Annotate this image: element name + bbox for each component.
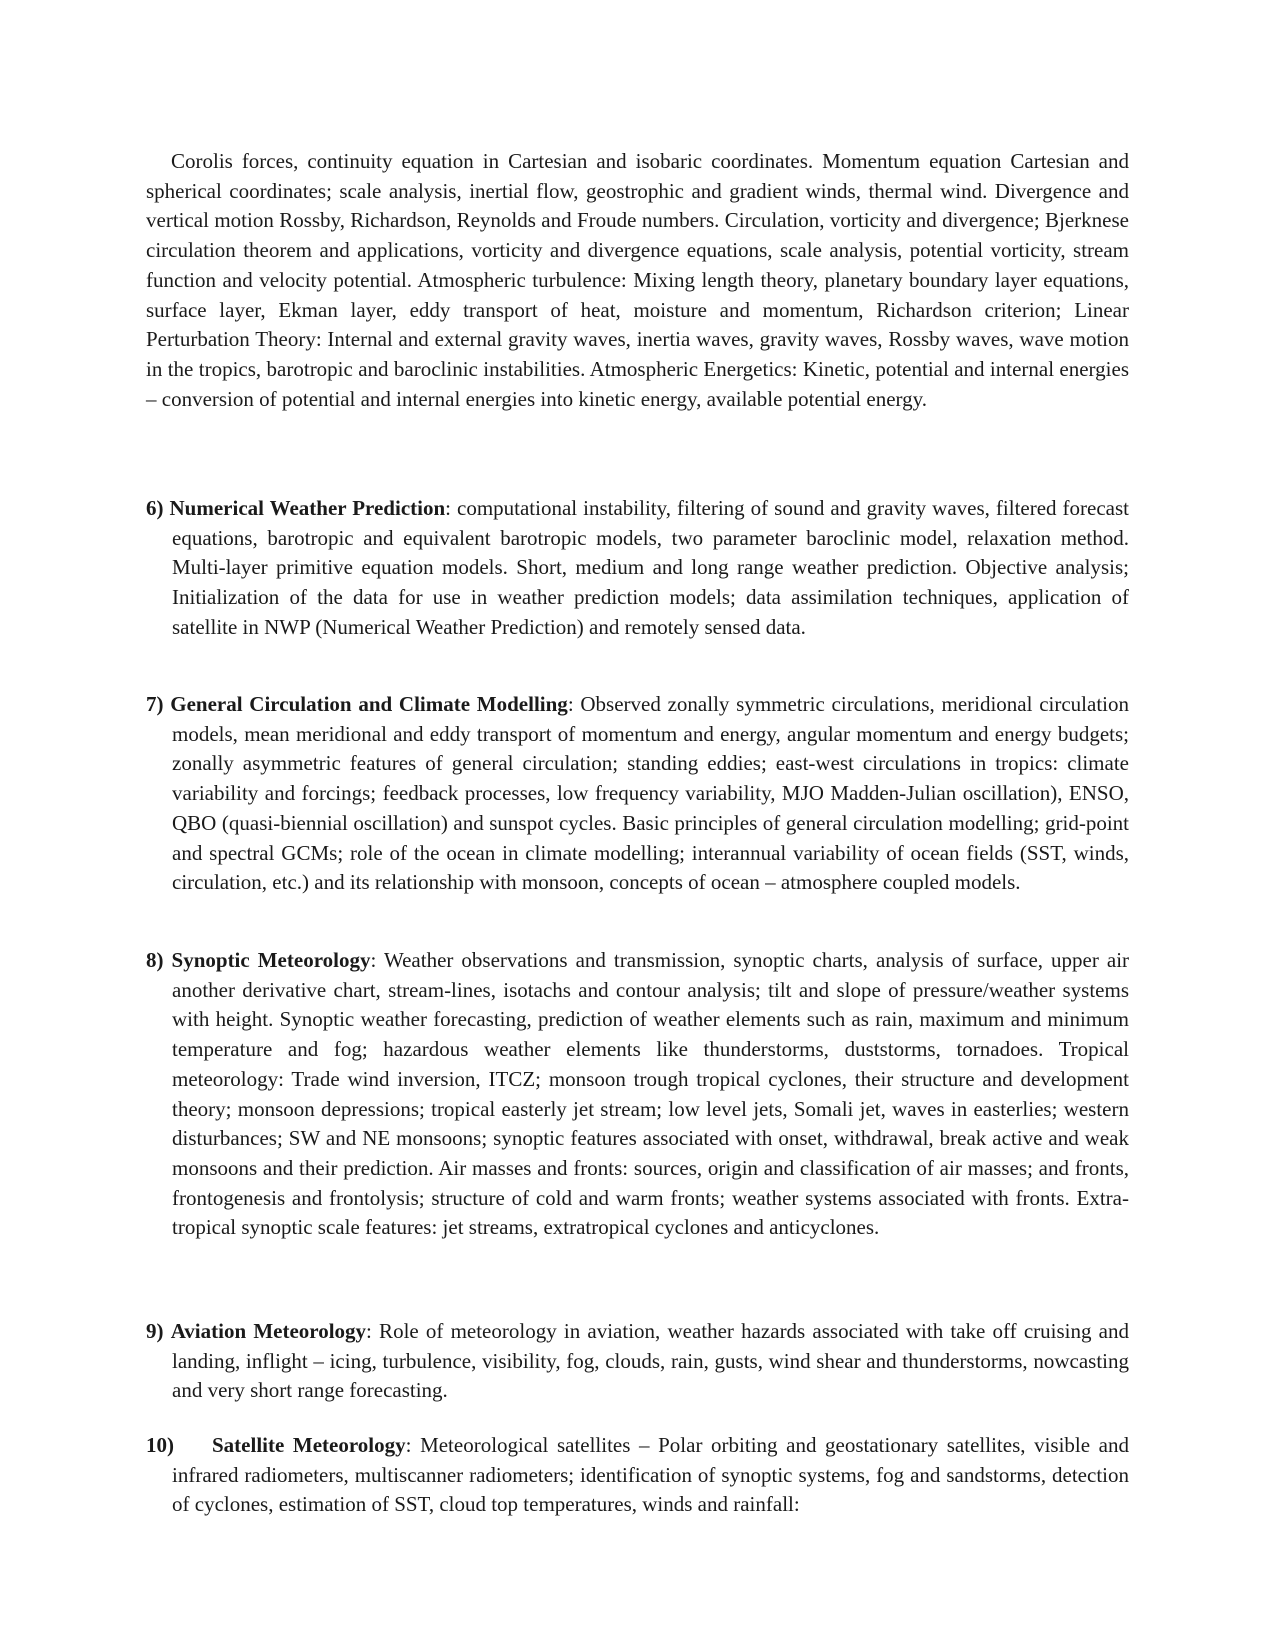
- section-synoptic-meteorology: [146, 946, 1129, 1243]
- section-satellite-meteorology: [146, 1431, 1129, 1520]
- section-body: [146, 494, 1129, 643]
- section-number: 7): [146, 692, 164, 716]
- section-body: [146, 1431, 1129, 1520]
- section-number: 10): [146, 1433, 174, 1457]
- section-body: [146, 1317, 1129, 1406]
- section-title: General Circulation and Climate Modelling: [170, 692, 568, 716]
- section-numerical-weather-prediction: [146, 494, 1129, 643]
- section-text: : Weather observations and transmission, synoptic charts, analysis of surface, upper air another derivative chart, stream-lines, isotachs and contour analysis; tilt and slope of pressure/weather systems with height. Synoptic weather forecasting, prediction of weather elements such as rain, maximum and minimum temperature and fog; hazardous weather elements like thunderstorms, duststorms, tornadoes. Tropical meteorology: Trade wind inversion, ITCZ; monsoon trough tropical cyclones, their structure and development theory; monsoon depressions; tropical easterly jet stream; low level jets, Somali jet, waves in easterlies; western disturbances; SW and NE monsoons; synoptic features associated with onset, withdrawal, break active and weak monsoons and their prediction. Air masses and fronts: sources, origin and classification of air masses; and fronts, frontogenesis and frontolysis; structure of cold and warm fronts; weather systems associated with fronts. Extra-tropical synoptic scale features: jet streams, extratropical cyclones and anticyclones.: [172, 948, 1130, 1240]
- section-aviation-meteorology: [146, 1317, 1129, 1406]
- section-body: [146, 690, 1129, 898]
- section-text: : Role of meteorology in aviation, weather hazards associated with take off cruising and landing, inflight – icing, turbulence, visibility, fog, clouds, rain, gusts, wind shear and thunderstorms, nowcasting and very short range forecasting.: [172, 1319, 1129, 1403]
- section-number: 8): [146, 948, 164, 972]
- section-title: Numerical Weather Prediction: [169, 496, 446, 520]
- section-text: : computational instability, filtering of sound and gravity waves, filtered forecast equations, barotropic and equivalent barotropic models, two parameter baroclinic model, relaxation method. Multi-layer primitive equation models. Short, medium and long range weather prediction. Objective analysis; Initialization of the data for use in weather prediction models; data assimilation techniques, application of satellite in NWP (Numerical Weather Prediction) and remotely sensed data.: [172, 496, 1130, 639]
- intro-paragraph: Corolis forces, continuity equation in Cartesian and isobaric coordinates. Momentum equation Cartesian and spherical coordinates; scale analysis, inertial flow, geostrophic and gradient winds, thermal wind. Divergence and vertical motion Rossby, Richardson, Reynolds and Froude numbers. Circulation, vorticity and divergence; Bjerknese circulation theorem and applications, vorticity and divergence equations, scale analysis, potential vorticity, stream function and velocity potential. Atmospheric turbulence: Mixing length theory, planetary boundary layer equations, surface layer, Ekman layer, eddy transport of heat, moisture and momentum, Richardson criterion; Linear Perturbation Theory: Internal and external gravity waves, inertia waves, gravity waves, Rossby waves, wave motion in the tropics, barotropic and baroclinic instabilities. Atmospheric Energetics: Kinetic, potential and internal energies – conversion of potential and internal energies into kinetic energy, available potential energy.: [146, 149, 1129, 411]
- section-title: Aviation Meteorology: [170, 1319, 367, 1343]
- section-number: 6): [146, 496, 164, 520]
- section-number: 9): [146, 1319, 164, 1343]
- section-title: Synoptic Meteorology: [171, 948, 371, 972]
- section-body: [146, 946, 1129, 1243]
- section-text: : Meteorological satellites – Polar orbiting and geostationary satellites, visible and infrared radiometers, multiscanner radiometers; identification of synoptic systems, fog and sandstorms, detection of cyclones, estimation of SST, cloud top temperatures, winds and rainfall:: [172, 1433, 1129, 1517]
- section-title: Satellite Meteorology: [212, 1433, 406, 1457]
- section-general-circulation: [146, 690, 1129, 898]
- section-text: : Observed zonally symmetric circulations, meridional circulation models, mean meridional and eddy transport of momentum and energy, angular momentum and energy budgets; zonally asymmetric features of general circulation; standing eddies; east-west circulations in tropics: climate variability and forcings; feedback processes, low frequency variability, MJO Madden-Julian oscillation), ENSO, QBO (quasi-biennial oscillation) and sunspot cycles. Basic principles of general circulation modelling; grid-point and spectral GCMs; role of the ocean in climate modelling; interannual variability of ocean fields (SST, winds, circulation, etc.) and its relationship with monsoon, concepts of ocean – atmosphere coupled models.: [172, 692, 1129, 895]
